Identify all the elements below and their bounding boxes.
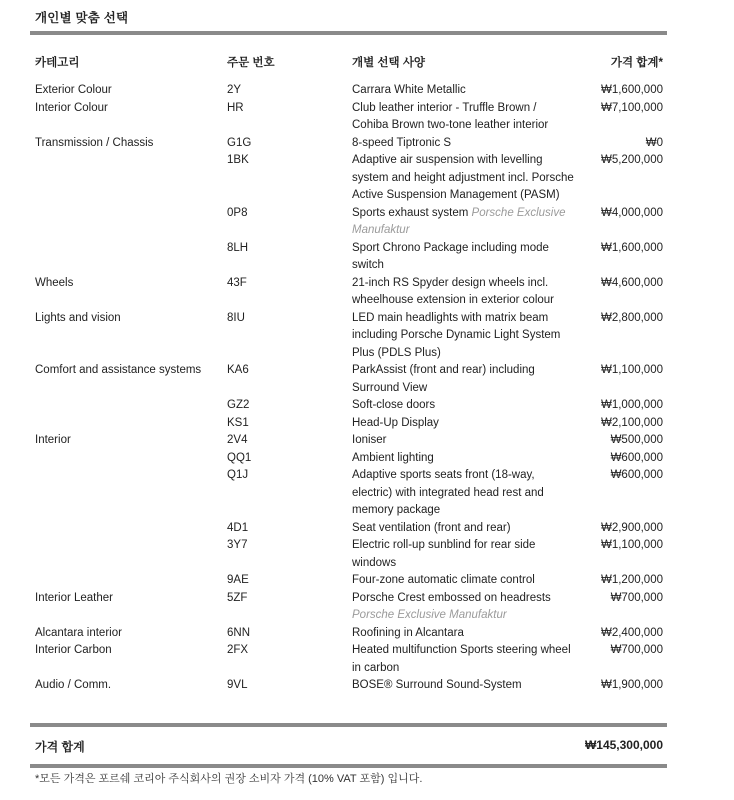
table-row — [0, 520, 734, 538]
row-description-text: Sports exhaust system — [352, 206, 472, 219]
table-row — [0, 82, 734, 100]
options-table — [0, 82, 734, 695]
row-description — [352, 415, 574, 433]
row-description-note: Porsche Exclusive Manufaktur — [352, 609, 507, 621]
row-description-text: Club leather interior - Truffle Brown / Cohiba Brown two-tone leather interior — [352, 101, 549, 131]
row-description — [352, 205, 574, 240]
row-code: 8IU — [227, 311, 245, 324]
row-description-text: Porsche Crest embossed on headrests — [352, 591, 551, 604]
row-category: Interior Colour — [35, 101, 108, 114]
row-code: 2Y — [227, 84, 242, 96]
title-divider — [30, 31, 667, 35]
row-description — [352, 537, 574, 572]
row-code: GZ2 — [227, 399, 250, 411]
row-description — [352, 397, 574, 415]
row-code: 9VL — [227, 679, 248, 691]
footnote: *모든 가격은 포르쉐 코리아 주식회사의 권장 소비자 가격 (10% VAT 포함) 입니다. — [35, 773, 423, 785]
row-price: ₩600,000 — [610, 451, 663, 464]
row-price: ₩500,000 — [610, 434, 663, 446]
row-description-text: Sport Chrono Package including mode switch — [352, 241, 549, 271]
row-description-text: Electric roll-up sunblind for rear side windows — [352, 539, 536, 569]
row-description-text: Soft-close doors — [352, 399, 436, 411]
row-description-text: Four-zone automatic climate control — [352, 574, 535, 586]
row-price: ₩700,000 — [610, 644, 663, 656]
row-description — [352, 450, 574, 468]
table-row — [0, 642, 734, 677]
row-description-text: ParkAssist (front and rear) including Surround View — [352, 364, 535, 394]
row-category: Wheels — [35, 276, 74, 289]
row-code: 0P8 — [227, 206, 248, 219]
row-description-text: Ambient lighting — [352, 451, 434, 464]
row-price: ₩2,800,000 — [600, 311, 663, 324]
total-row — [0, 738, 734, 756]
row-code: 8LH — [227, 241, 249, 254]
row-price: ₩5,200,000 — [600, 154, 663, 166]
row-code: 6NN — [227, 626, 251, 639]
row-description — [352, 310, 574, 363]
row-code: 9AE — [227, 574, 249, 586]
table-header — [0, 54, 734, 70]
row-description — [352, 520, 574, 538]
row-description-text: Ioniser — [352, 434, 387, 446]
row-code: 5ZF — [227, 591, 248, 604]
table-row — [0, 205, 734, 240]
row-price: ₩1,100,000 — [600, 539, 663, 551]
row-description — [352, 590, 574, 625]
row-description-text: LED main headlights with matrix beam including Porsche Dynamic Light System Plus (PDLS Plus) — [352, 311, 561, 359]
row-description-text: Heated multifunction Sports steering wheel in carbon — [352, 644, 571, 674]
row-description — [352, 677, 574, 695]
row-category: Interior Leather — [35, 591, 113, 604]
row-category: Comfort and assistance systems — [35, 364, 202, 376]
row-price: ₩2,100,000 — [600, 416, 663, 429]
table-row — [0, 135, 734, 153]
row-code: HR — [227, 101, 244, 114]
row-code: 2V4 — [227, 434, 248, 446]
total-value: ₩145,300,000 — [584, 738, 663, 752]
row-description — [352, 467, 574, 520]
table-row — [0, 240, 734, 275]
row-category: Lights and vision — [35, 311, 121, 324]
row-description-text: 21-inch RS Spyder design wheels incl. wheelhouse extension in exterior colour — [352, 276, 555, 306]
row-code: 2FX — [227, 644, 249, 656]
table-row — [0, 415, 734, 433]
total-divider-bottom — [30, 764, 667, 768]
row-category: Audio / Comm. — [35, 679, 112, 691]
table-row — [0, 467, 734, 520]
table-row — [0, 310, 734, 363]
row-description-text: Carrara White Metallic — [352, 84, 466, 96]
row-code: 1BK — [227, 154, 249, 166]
row-code: Q1J — [227, 469, 249, 481]
table-row — [0, 677, 734, 695]
row-description — [352, 642, 574, 677]
row-code: 4D1 — [227, 521, 249, 534]
row-price: ₩4,000,000 — [600, 206, 663, 219]
row-description-note: Porsche Exclusive Manufaktur — [352, 206, 566, 236]
row-category: Interior Carbon — [35, 644, 112, 656]
total-divider-top — [30, 723, 667, 727]
row-price: ₩1,600,000 — [600, 84, 663, 96]
table-row — [0, 100, 734, 135]
row-description — [352, 100, 574, 135]
row-price: ₩2,900,000 — [600, 521, 663, 534]
row-category: Transmission / Chassis — [35, 136, 154, 149]
row-price: ₩1,000,000 — [600, 399, 663, 411]
row-code: KS1 — [227, 416, 249, 429]
table-row — [0, 590, 734, 625]
row-description — [352, 362, 574, 397]
page-title: 개인별 맞춤 선택 — [35, 11, 129, 25]
row-code: QQ1 — [227, 451, 252, 464]
row-description — [352, 625, 574, 643]
row-description — [352, 240, 574, 275]
table-row — [0, 275, 734, 310]
row-description — [352, 275, 574, 310]
row-description — [352, 135, 574, 153]
row-code: KA6 — [227, 364, 249, 376]
row-price: ₩4,600,000 — [600, 276, 663, 289]
total-label: 가격 합계 — [35, 740, 85, 754]
row-description-text: Seat ventilation (front and rear) — [352, 521, 511, 534]
table-row — [0, 432, 734, 450]
row-price: ₩2,400,000 — [600, 626, 663, 639]
row-description-text: Head-Up Display — [352, 416, 439, 429]
row-category: Alcantara interior — [35, 626, 122, 639]
table-row — [0, 572, 734, 590]
table-row — [0, 450, 734, 468]
row-code: G1G — [227, 136, 252, 149]
header-category: 카테고리 — [35, 57, 80, 69]
row-description-text: Roofining in Alcantara — [352, 626, 464, 639]
row-category: Exterior Colour — [35, 84, 112, 96]
row-price: ₩600,000 — [610, 469, 663, 481]
row-description — [352, 572, 574, 590]
row-price: ₩700,000 — [610, 591, 663, 604]
row-description — [352, 152, 574, 205]
header-price: 가격 합계* — [610, 57, 663, 69]
table-row — [0, 537, 734, 572]
row-price: ₩1,100,000 — [600, 364, 663, 376]
row-description-text: 8-speed Tiptronic S — [352, 136, 452, 149]
row-price: ₩1,200,000 — [600, 574, 663, 586]
header-description: 개별 선택 사양 — [352, 57, 426, 69]
row-description-text: Adaptive air suspension with levelling system and height adjustment incl. Porsche Active Suspension Management (PASM) — [352, 154, 574, 201]
row-description — [352, 82, 574, 100]
row-description-text: BOSE® Surround Sound-System — [352, 679, 522, 691]
table-row — [0, 397, 734, 415]
row-code: 43F — [227, 276, 247, 289]
row-code: 3Y7 — [227, 539, 248, 551]
row-description — [352, 432, 574, 450]
row-price: ₩7,100,000 — [600, 101, 663, 114]
row-price: ₩1,900,000 — [600, 679, 663, 691]
table-row — [0, 625, 734, 643]
header-code: 주문 번호 — [227, 57, 275, 69]
row-category: Interior — [35, 434, 71, 446]
row-description-text: Adaptive sports seats front (18-way, electric) with integrated head rest and memory package — [352, 469, 544, 516]
row-price: ₩0 — [645, 136, 663, 149]
table-row — [0, 362, 734, 397]
row-price: ₩1,600,000 — [600, 241, 663, 254]
table-row — [0, 152, 734, 205]
